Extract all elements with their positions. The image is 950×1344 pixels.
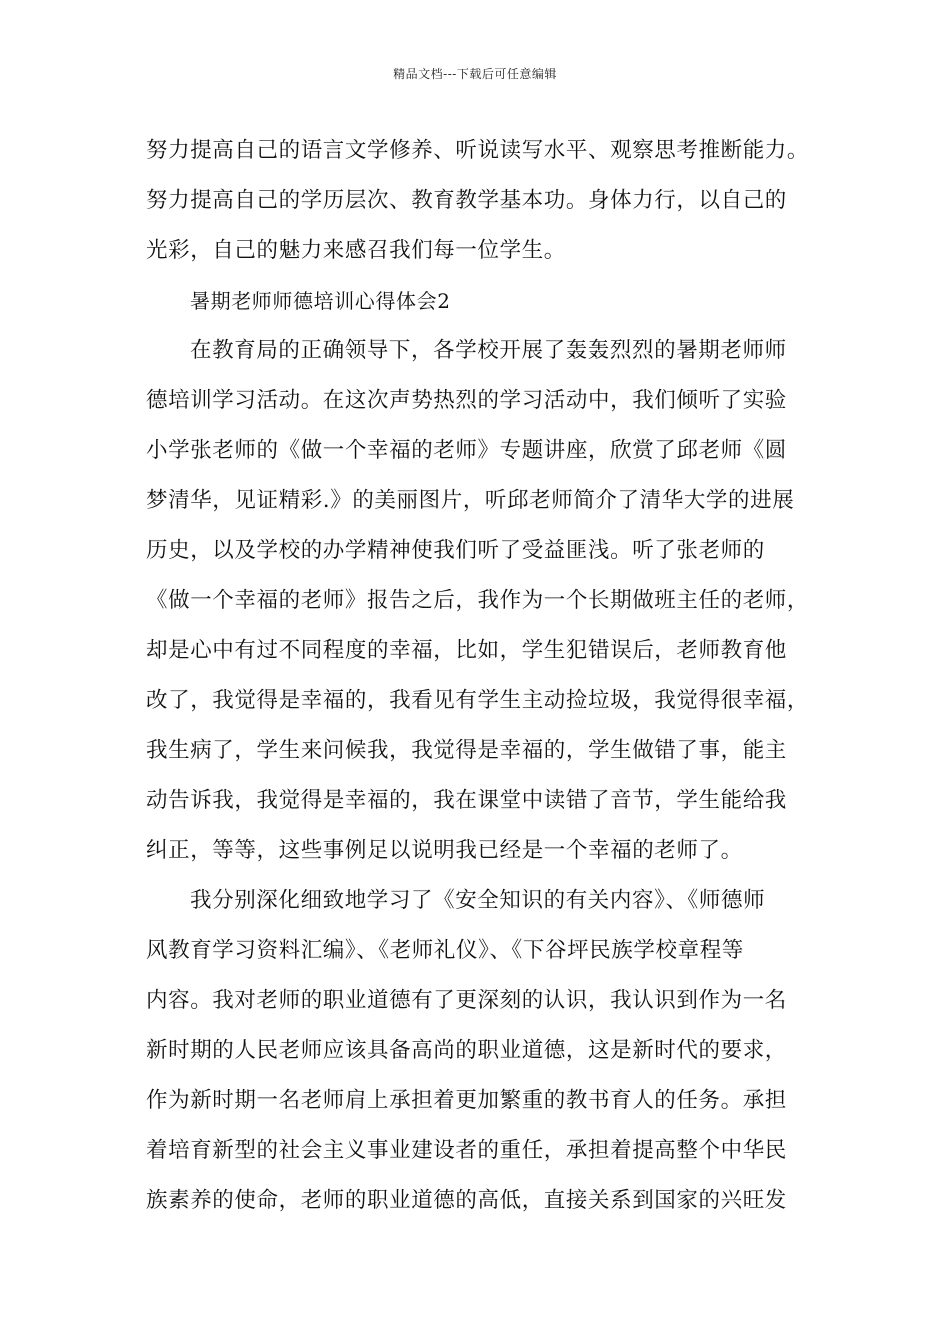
text-line: 我分别深化细致地学习了《安全知识的有关内容》、《师德师	[190, 888, 766, 913]
text-line: 光彩，自己的魅力来感召我们每一位学生。	[146, 238, 566, 263]
text-line: 努力提高自己的语言文学修养、听说读写水平、观察思考推断能力。	[146, 138, 810, 163]
text-line: 德培训学习活动。在这次声势热烈的学习活动中，我们倾听了实验	[146, 388, 787, 413]
section-heading	[146, 276, 806, 326]
text-line: 在教育局的正确领导下，各学校开展了轰轰烈烈的暑期老师师	[190, 338, 787, 363]
text-line: 却是心中有过不同程度的幸福，比如，学生犯错误后，老师教育他	[146, 638, 787, 663]
text-line: 纠正，等等，这些事例足以说明我已经是一个幸福的老师了。	[146, 838, 743, 863]
text-line: 动告诉我，我觉得是幸福的，我在课堂中读错了音节，学生能给我	[146, 788, 787, 813]
document-body	[146, 126, 810, 1226]
page-header: 精品文档---下载后可任意编辑	[393, 67, 557, 81]
text-line: 我生病了，学生来问候我，我觉得是幸福的，学生做错了事，能主	[146, 738, 787, 763]
text-line: 努力提高自己的学历层次、教育教学基本功。身体力行，以自己的	[146, 188, 787, 213]
text-line: 风教育学习资料汇编》、《老师礼仪》、《下谷坪民族学校章程等	[146, 938, 744, 963]
text-line: 内容。我对老师的职业道德有了更深刻的认识，我认识到作为一名	[146, 988, 787, 1013]
text-line: 新时期的人民老师应该具备高尚的职业道德，这是新时代的要求，	[146, 1038, 787, 1063]
text-line: 梦清华，见证精彩.》的美丽图片，听邱老师简介了清华大学的进展	[146, 488, 795, 513]
text-line: 族素养的使命，老师的职业道德的高低，直接关系到国家的兴旺发	[146, 1188, 787, 1213]
heading-line: 暑期老师师德培训心得体会2	[190, 289, 451, 313]
text-line: 小学张老师的《做一个幸福的老师》专题讲座，欣赏了邱老师《圆	[146, 438, 787, 463]
text-line: 改了，我觉得是幸福的，我看见有学生主动捡垃圾，我觉得很幸福，	[146, 688, 810, 713]
paragraph	[146, 876, 806, 1226]
paragraph	[146, 126, 810, 276]
text-line: 作为新时期一名老师肩上承担着更加繁重的教书育人的任务。承担	[146, 1088, 787, 1113]
text-line: 《做一个幸福的老师》报告之后，我作为一个长期做班主任的老师，	[146, 588, 810, 613]
text-line: 历史，以及学校的办学精神使我们听了受益匪浅。听了张老师的	[146, 538, 765, 563]
text-line: 着培育新型的社会主义事业建设者的重任，承担着提高整个中华民	[146, 1138, 787, 1163]
paragraph	[146, 326, 810, 876]
